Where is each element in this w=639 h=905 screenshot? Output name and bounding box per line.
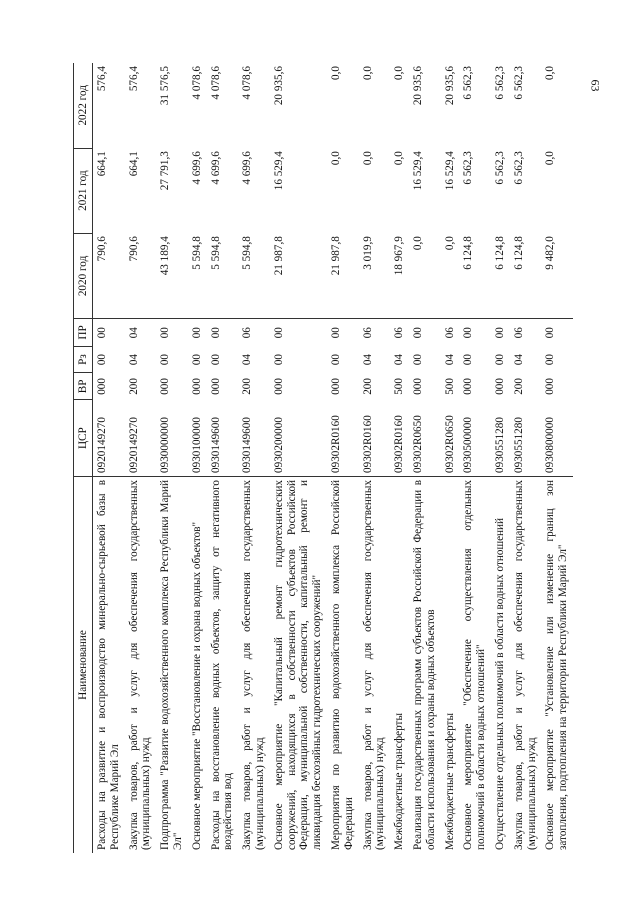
cell-rz: 00	[190, 353, 203, 366]
table-row	[125, 63, 157, 853]
cell-pr: 06	[361, 327, 374, 339]
cell-y2020: 6 124,8	[459, 233, 491, 319]
cell-y2021: 664,1	[127, 151, 140, 177]
cell-name: Подпрограмма "Развитие водохозяйственного комплекса Республики Марий Эл"	[156, 476, 188, 853]
cell-vr: 000	[493, 378, 506, 395]
cell-pr: 00	[209, 327, 222, 339]
cell-pr: 00	[190, 327, 203, 339]
cell-csr: 0930149600	[241, 417, 254, 473]
cell-y2020: 5 594,8	[188, 233, 207, 319]
cell-rz: 04	[361, 353, 374, 366]
cell-csr: 0920149270	[96, 417, 108, 473]
page-number: 63	[588, 79, 603, 92]
cell-name: Межбюджетные трансферты	[441, 476, 460, 853]
cell-y2021: 16 529,4	[272, 151, 285, 191]
cell-vr: 000	[272, 378, 285, 395]
cell-vr: 000	[329, 378, 342, 395]
cell-rz: 04	[393, 353, 406, 366]
cell-vr: 200	[127, 378, 140, 395]
cell-pr: 00	[493, 327, 506, 339]
cell-y2021: 6 562,3	[493, 151, 506, 185]
budget-table	[73, 63, 573, 853]
cell-y2020: 21 987,8	[327, 233, 359, 319]
cell-rz: 00	[329, 353, 342, 366]
cell-y2022: 20 935,6	[272, 66, 285, 106]
header-2022: 2022 год	[74, 63, 93, 148]
header-csr: ЦСР	[74, 400, 93, 477]
cell-y2020: 0,0	[409, 233, 441, 319]
cell-name: Расходы на восстановление водных объектов, защиту от негативного воздействия вод	[207, 476, 239, 853]
cell-y2021: 4 699,6	[241, 151, 254, 185]
cell-rz: 00	[159, 353, 172, 366]
cell-pr: 00	[272, 327, 285, 339]
cell-vr: 000	[209, 378, 222, 395]
header-rz: Рз	[74, 346, 93, 373]
cell-rz: 00	[96, 353, 108, 366]
cell-y2020: 21 987,8	[270, 233, 327, 319]
cell-name: Основное мероприятие "Обеспечение осуществления отдельных полномочий в области водных отношений"	[459, 476, 491, 853]
cell-name: Реализация государственных программ субъектов Российской Федерации в области использования и охраны водных объектов	[409, 476, 441, 853]
cell-y2022: 0,0	[329, 66, 342, 80]
cell-name: Межбюджетные трансферты	[390, 476, 409, 853]
cell-rz: 04	[512, 353, 525, 366]
table-row	[270, 63, 327, 853]
cell-y2021: 6 562,3	[512, 151, 525, 185]
table-header-row	[74, 63, 93, 853]
cell-vr: 200	[361, 378, 374, 395]
cell-pr: 00	[96, 327, 108, 339]
cell-csr: 0930200000	[272, 417, 285, 473]
cell-csr: 0930100000	[190, 417, 203, 473]
table-row	[359, 63, 391, 853]
cell-vr: 500	[443, 378, 456, 395]
table-body	[93, 63, 573, 853]
cell-csr: 09302R0160	[393, 415, 406, 473]
table-row	[459, 63, 491, 853]
cell-rz: 00	[544, 353, 557, 366]
cell-y2021: 4 699,6	[209, 151, 222, 185]
cell-rz: 00	[493, 353, 506, 366]
cell-y2021: 6 562,3	[462, 151, 475, 185]
cell-y2022: 0,0	[361, 66, 374, 80]
table-row	[327, 63, 359, 853]
cell-name: Основное мероприятие "Восстановление и охрана водных объектов"	[188, 476, 207, 853]
cell-pr: 06	[241, 327, 254, 339]
cell-y2020: 3 019,9	[359, 233, 391, 319]
cell-csr: 0930500000	[462, 417, 475, 473]
cell-pr: 06	[512, 327, 525, 339]
cell-vr: 200	[512, 378, 525, 395]
cell-y2021: 0,0	[393, 151, 406, 166]
cell-name: Закупка товаров, работ и услуг для обеспечения государственных (муниципальных) нужд	[359, 476, 391, 853]
cell-y2022: 6 562,3	[462, 66, 475, 100]
cell-y2022: 4 078,6	[241, 66, 254, 100]
cell-pr: 00	[329, 327, 342, 339]
cell-vr: 000	[190, 378, 203, 395]
cell-csr: 09302R0650	[411, 415, 424, 473]
cell-y2020: 43 189,4	[156, 233, 188, 319]
cell-y2022: 20 935,6	[443, 66, 456, 106]
cell-pr: 00	[544, 327, 557, 339]
cell-y2021: 0,0	[329, 151, 342, 166]
cell-y2021: 4 699,6	[190, 151, 203, 185]
cell-y2020: 0,0	[441, 233, 460, 319]
header-2020: 2020 год	[74, 233, 93, 319]
table-row	[541, 63, 573, 853]
cell-csr: 0930551280	[512, 417, 525, 473]
cell-rz: 00	[272, 353, 285, 366]
cell-y2021: 0,0	[544, 151, 557, 166]
table-row	[409, 63, 441, 853]
cell-csr: 09302R0160	[361, 415, 374, 473]
table-row	[93, 63, 125, 853]
cell-rz: 04	[127, 353, 140, 366]
cell-rz: 04	[443, 353, 456, 366]
cell-y2021: 27 791,3	[159, 151, 172, 191]
cell-y2021: 16 529,4	[411, 151, 424, 191]
table-row	[207, 63, 239, 853]
header-pr: ПР	[74, 319, 93, 346]
cell-csr: 0930149600	[209, 417, 222, 473]
cell-name: Закупка товаров, работ и услуг для обеспечения государственных (муниципальных) нужд	[125, 476, 157, 853]
cell-name: Расходы на развитие и воспроизводство минерально-сырьевой базы в Республике Марий Эл	[93, 476, 125, 853]
cell-y2022: 4 078,6	[209, 66, 222, 100]
table-row	[238, 63, 270, 853]
cell-name: Основное мероприятие "Капитальный ремонт гидротехнических сооружений, находящихся в собственности субъектов Российской Федерации, муниципальной собственности, капитальный ремонт и ликвидация бесхозяйных гидротехнических сооружений"	[270, 476, 327, 853]
table-row	[510, 63, 542, 853]
cell-y2022: 31 576,5	[159, 66, 172, 106]
cell-y2021: 664,1	[96, 151, 108, 177]
cell-name: Закупка товаров, работ и услуг для обеспечения государственных (муниципальных) нужд	[510, 476, 542, 853]
cell-vr: 000	[96, 378, 108, 395]
cell-csr: 09302R0160	[329, 415, 342, 473]
cell-y2022: 0,0	[393, 66, 406, 80]
cell-y2021: 16 529,4	[443, 151, 456, 191]
cell-y2022: 6 562,3	[493, 66, 506, 100]
table-row	[390, 63, 409, 853]
cell-pr: 00	[462, 327, 475, 339]
cell-vr: 200	[241, 378, 254, 395]
table-row	[188, 63, 207, 853]
header-vr: ВР	[74, 373, 93, 400]
cell-rz: 00	[411, 353, 424, 366]
cell-y2022: 20 935,6	[411, 66, 424, 106]
cell-name: Основное мероприятие "Установление или изменение границ зон затопления, подтопления на территории Республики Марий Эл"	[541, 476, 573, 853]
table-row	[441, 63, 460, 853]
cell-name: Мероприятия по развитию водохозяйственного комплекса Российской Федерации	[327, 476, 359, 853]
rotated-budget-table	[73, 63, 568, 853]
cell-rz: 00	[209, 353, 222, 366]
header-name: Наименование	[74, 476, 93, 853]
cell-y2020: 6 124,8	[491, 233, 510, 319]
cell-pr: 04	[127, 327, 140, 339]
cell-y2020: 18 967,9	[390, 233, 409, 319]
cell-y2020: 5 594,8	[207, 233, 239, 319]
cell-pr: 06	[443, 327, 456, 339]
cell-csr: 09302R0650	[443, 415, 456, 473]
cell-vr: 000	[159, 378, 172, 395]
cell-y2020: 790,6	[93, 233, 125, 319]
cell-csr: 0930800000	[544, 417, 557, 473]
table-row	[491, 63, 510, 853]
table-row	[156, 63, 188, 853]
cell-y2021: 0,0	[361, 151, 374, 166]
cell-vr: 000	[544, 378, 557, 395]
cell-vr: 000	[411, 378, 424, 395]
cell-y2020: 5 594,8	[238, 233, 270, 319]
cell-y2022: 4 078,6	[190, 66, 203, 100]
cell-name: Осуществление отдельных полномочий в области водных отношений	[491, 476, 510, 853]
cell-y2022: 6 562,3	[512, 66, 525, 100]
cell-csr: 0930551280	[493, 417, 506, 473]
cell-pr: 06	[393, 327, 406, 339]
cell-y2022: 576,4	[127, 66, 140, 92]
cell-csr: 0930000000	[159, 417, 172, 473]
cell-rz: 04	[241, 353, 254, 366]
cell-y2022: 0,0	[544, 66, 557, 80]
header-2021: 2021 год	[74, 148, 93, 233]
cell-pr: 00	[411, 327, 424, 339]
cell-rz: 00	[462, 353, 475, 366]
cell-pr: 00	[159, 327, 172, 339]
cell-y2020: 6 124,8	[510, 233, 542, 319]
cell-csr: 0920149270	[127, 417, 140, 473]
cell-vr: 000	[462, 378, 475, 395]
cell-vr: 500	[393, 378, 406, 395]
cell-y2020: 790,6	[125, 233, 157, 319]
cell-name: Закупка товаров, работ и услуг для обеспечения государственных (муниципальных) нужд	[238, 476, 270, 853]
cell-y2022: 576,4	[96, 66, 108, 92]
cell-y2020: 9 482,0	[541, 233, 573, 319]
